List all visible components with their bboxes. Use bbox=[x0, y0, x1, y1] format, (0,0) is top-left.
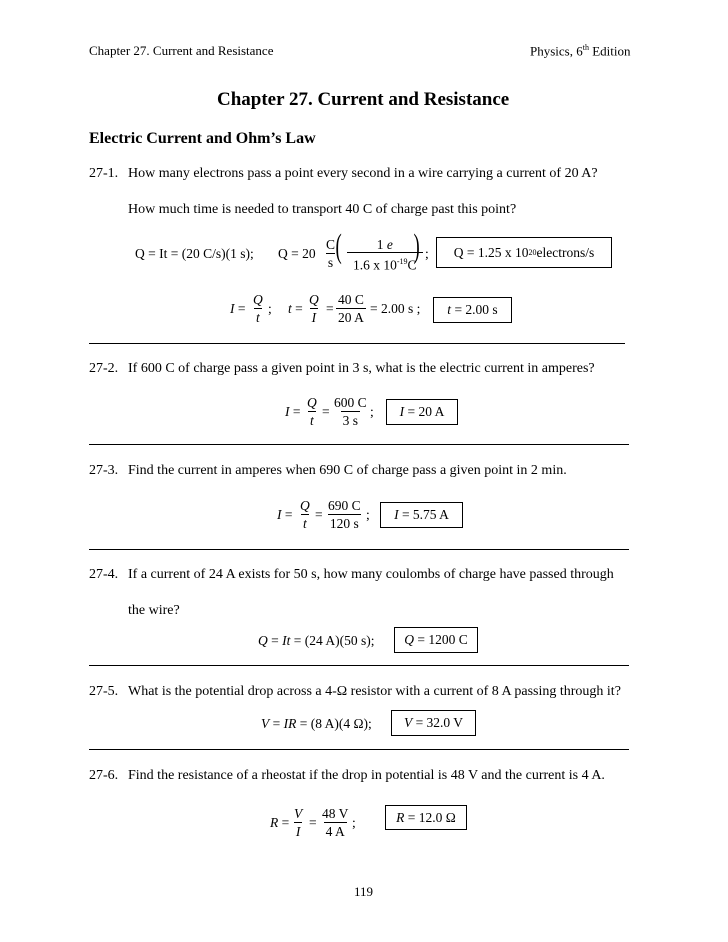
running-header-left: Chapter 27. Current and Resistance bbox=[89, 43, 274, 58]
divider bbox=[89, 665, 629, 666]
fraction-v-over-i: V I bbox=[294, 806, 303, 839]
answer-box-27-5: V = 32.0 V bbox=[391, 710, 476, 736]
problem-text-27-2: If 600 C of charge pass a given point in 3 s, what is the electric current in amperes? bbox=[128, 361, 595, 376]
answer-box-27-1-time: t = 2.00 s bbox=[433, 297, 512, 323]
equation-27-2-semicolon: ; bbox=[370, 404, 374, 419]
fraction-q-over-t: Q t bbox=[300, 498, 310, 531]
equation-27-1-current-semicolon: ; bbox=[268, 301, 272, 316]
divider bbox=[89, 444, 629, 445]
problem-number-27-1: 27-1. bbox=[89, 166, 119, 181]
fraction-q-over-t: Q t bbox=[307, 395, 317, 428]
equation-27-2-equals: = bbox=[322, 404, 330, 419]
equation-27-1-equals: = bbox=[326, 301, 334, 316]
equation-27-3-lhs: I = bbox=[277, 507, 293, 522]
problem-text-27-6: Find the resistance of a rheostat if the drop in potential is 48 V and the current is 4 A. bbox=[128, 768, 605, 783]
fraction-40c-over-20a: 40 C 20 A bbox=[338, 292, 364, 325]
equation-27-1-current-lhs: I = bbox=[230, 301, 246, 316]
problem-text-27-4-line2: the wire? bbox=[128, 603, 180, 618]
problem-text-27-3: Find the current in amperes when 690 C of charge pass a given point in 2 min. bbox=[128, 463, 567, 478]
fraction-q-over-i: Q I bbox=[309, 292, 319, 325]
fraction-c-per-s: C s bbox=[326, 237, 336, 270]
equation-27-5: V = IR = (8 A)(4 Ω); bbox=[261, 716, 372, 731]
problem-text-27-1-line1: How many electrons pass a point every second in a wire carrying a current of 20 A? bbox=[128, 166, 598, 181]
answer-box-27-3: I = 5.75 A bbox=[380, 502, 463, 528]
problem-text-27-1-line2: How much time is needed to transport 40 C of charge past this point? bbox=[128, 202, 517, 217]
equation-27-6-equals: = bbox=[309, 815, 317, 830]
fraction-690c-over-120s: 690 C 120 s bbox=[328, 498, 361, 531]
equation-27-4: Q = It = (24 A)(50 s); bbox=[258, 633, 375, 648]
section-heading: Electric Current and Ohm’s Law bbox=[89, 130, 316, 147]
answer-box-27-4: Q = 1200 C bbox=[394, 627, 478, 653]
equation-27-1-charge: Q = It = (20 C/s)(1 s); bbox=[135, 246, 254, 261]
equation-27-1-semicolon: ; bbox=[425, 246, 429, 261]
equation-27-3-semicolon: ; bbox=[366, 507, 370, 522]
fraction-electron-per-coulomb: 1 e 1.6 x $10^{-19}C$ bbox=[347, 237, 423, 273]
left-paren: ( bbox=[335, 228, 342, 265]
answer-box-27-6: R = 12.0 Ω bbox=[385, 805, 467, 830]
problem-text-27-5: What is the potential drop across a 4-Ω resistor with a current of 8 A passing through it? bbox=[128, 684, 621, 699]
divider bbox=[89, 549, 629, 550]
running-header-right: Physics, 6th Edition bbox=[530, 43, 631, 59]
problem-number-27-6: 27-6. bbox=[89, 768, 119, 783]
equation-27-3-equals: = bbox=[315, 507, 323, 522]
divider bbox=[89, 343, 625, 344]
problem-number-27-3: 27-3. bbox=[89, 463, 119, 478]
equation-27-2-lhs: I = bbox=[285, 404, 301, 419]
divider bbox=[89, 749, 629, 750]
fraction-48v-over-4a: 48 V 4 A bbox=[322, 806, 349, 839]
problem-text-27-4-line1: If a current of 24 A exists for 50 s, how many coulombs of charge have passed through bbox=[128, 567, 614, 582]
problem-number-27-2: 27-2. bbox=[89, 361, 119, 376]
problem-number-27-5: 27-5. bbox=[89, 684, 119, 699]
equation-27-1-time-result: = 2.00 s ; bbox=[370, 301, 421, 316]
equation-27-1-time-lhs: t = bbox=[288, 301, 303, 316]
chapter-title: Chapter 27. Current and Resistance bbox=[217, 89, 510, 110]
answer-box-27-2: I = 20 A bbox=[386, 399, 458, 425]
equation-27-6-lhs: R = bbox=[270, 815, 290, 830]
problem-number-27-4: 27-4. bbox=[89, 567, 119, 582]
right-paren: ) bbox=[413, 228, 420, 265]
equation-27-6-semicolon: ; bbox=[352, 815, 356, 830]
fraction-q-over-t: Q t bbox=[253, 292, 263, 325]
equation-27-1-electrons-lhs: Q = 20 bbox=[278, 246, 316, 261]
answer-box-27-1-electrons: Q = 1.25 x 10 20 electrons/s bbox=[436, 237, 612, 268]
fraction-600c-over-3s: 600 C 3 s bbox=[334, 395, 367, 428]
page-number: 119 bbox=[354, 884, 374, 899]
